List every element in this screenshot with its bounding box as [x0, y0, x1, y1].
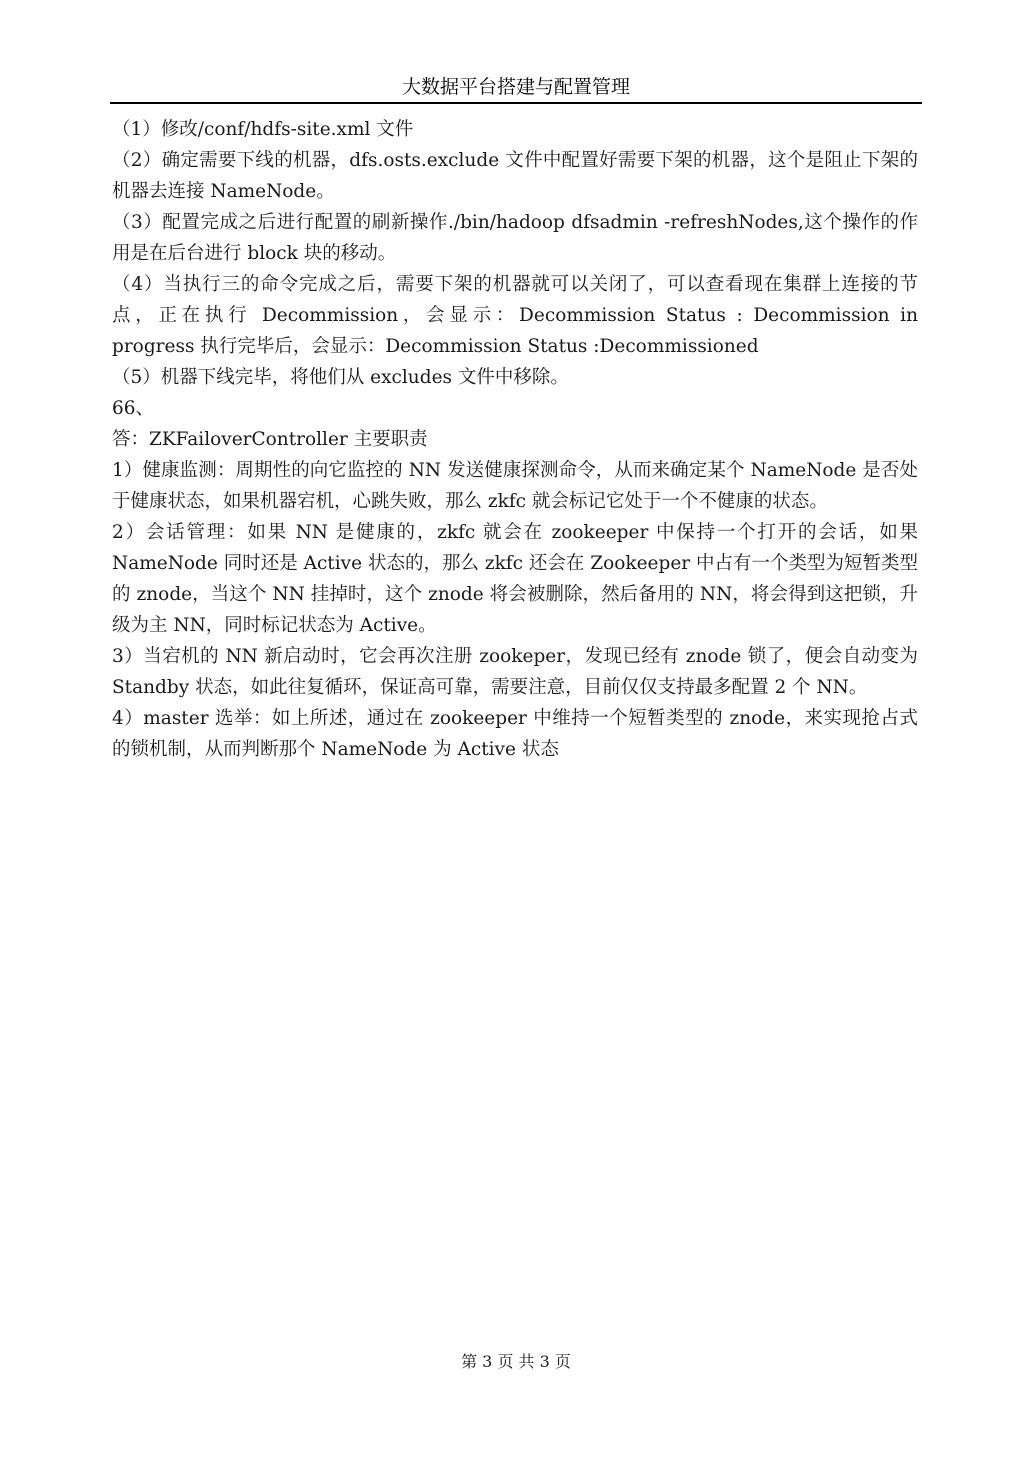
- document-body: [112, 114, 918, 765]
- paragraph-step-1: （1）修改/conf/hdfs-site.xml 文件: [112, 119, 414, 140]
- paragraph-step-5: （5）机器下线完毕，将他们从 excludes 文件中移除。: [112, 367, 569, 388]
- header-title: 大数据平台搭建与配置管理: [401, 76, 630, 98]
- page-footer: [0, 1350, 1032, 1374]
- answer-heading: 答：ZKFailoverController 主要职责: [112, 429, 428, 450]
- paragraph-step-3: （3）配置完成之后进行配置的刷新操作./bin/hadoop dfsadmin -refreshNodes,这个操作的作用是在后台进行 block 块的移动。: [112, 212, 918, 264]
- answer-point-4: 4）master 选举：如上所述，通过在 zookeeper 中维持一个短暂类型的 znode，来实现抢占式的锁机制，从而判断那个 NameNode 为 Active 状态: [112, 708, 918, 760]
- answer-point-2: 2）会话管理：如果 NN 是健康的，zkfc 就会在 zookeeper 中保持一个打开的会话，如果 NameNode 同时还是 Active 状态的，那么 zkfc 还会在 Zookeeper 中占有一个类型为短暂类型的 znode，当这个 NN 挂掉时，这个 znode 将会被删除，然后备用的 NN，将会得到这把锁，升级为主 NN，同时标记状态为 Active。: [112, 522, 918, 636]
- paragraph-step-4: （4）当执行三的命令完成之后，需要下架的机器就可以关闭了，可以查看现在集群上连接的节点，正在执行 Decommission，会显示：Decommission Status : Decommission in progress 执行完毕后，会显示：Decommission Status :Decommissioned: [112, 274, 918, 357]
- paragraph-step-2: （2）确定需要下线的机器，dfs.osts.exclude 文件中配置好需要下架的机器，这个是阻止下架的机器去连接 NameNode。: [112, 150, 918, 202]
- answer-point-1: 1）健康监测：周期性的向它监控的 NN 发送健康探测命令，从而来确定某个 NameNode 是否处于健康状态，如果机器宕机，心跳失败，那么 zkfc 就会标记它处于一个不健康的状态。: [112, 460, 918, 512]
- question-number: 66、: [112, 398, 155, 419]
- answer-point-3: 3）当宕机的 NN 新启动时，它会再次注册 zookeper，发现已经有 znode 锁了，便会自动变为 Standby 状态，如此往复循环，保证高可靠，需要注意，目前仅仅支持最多配置 2 个 NN。: [112, 646, 918, 698]
- page-header: [110, 74, 922, 104]
- page-number: 第 3 页 共 3 页: [461, 1352, 571, 1371]
